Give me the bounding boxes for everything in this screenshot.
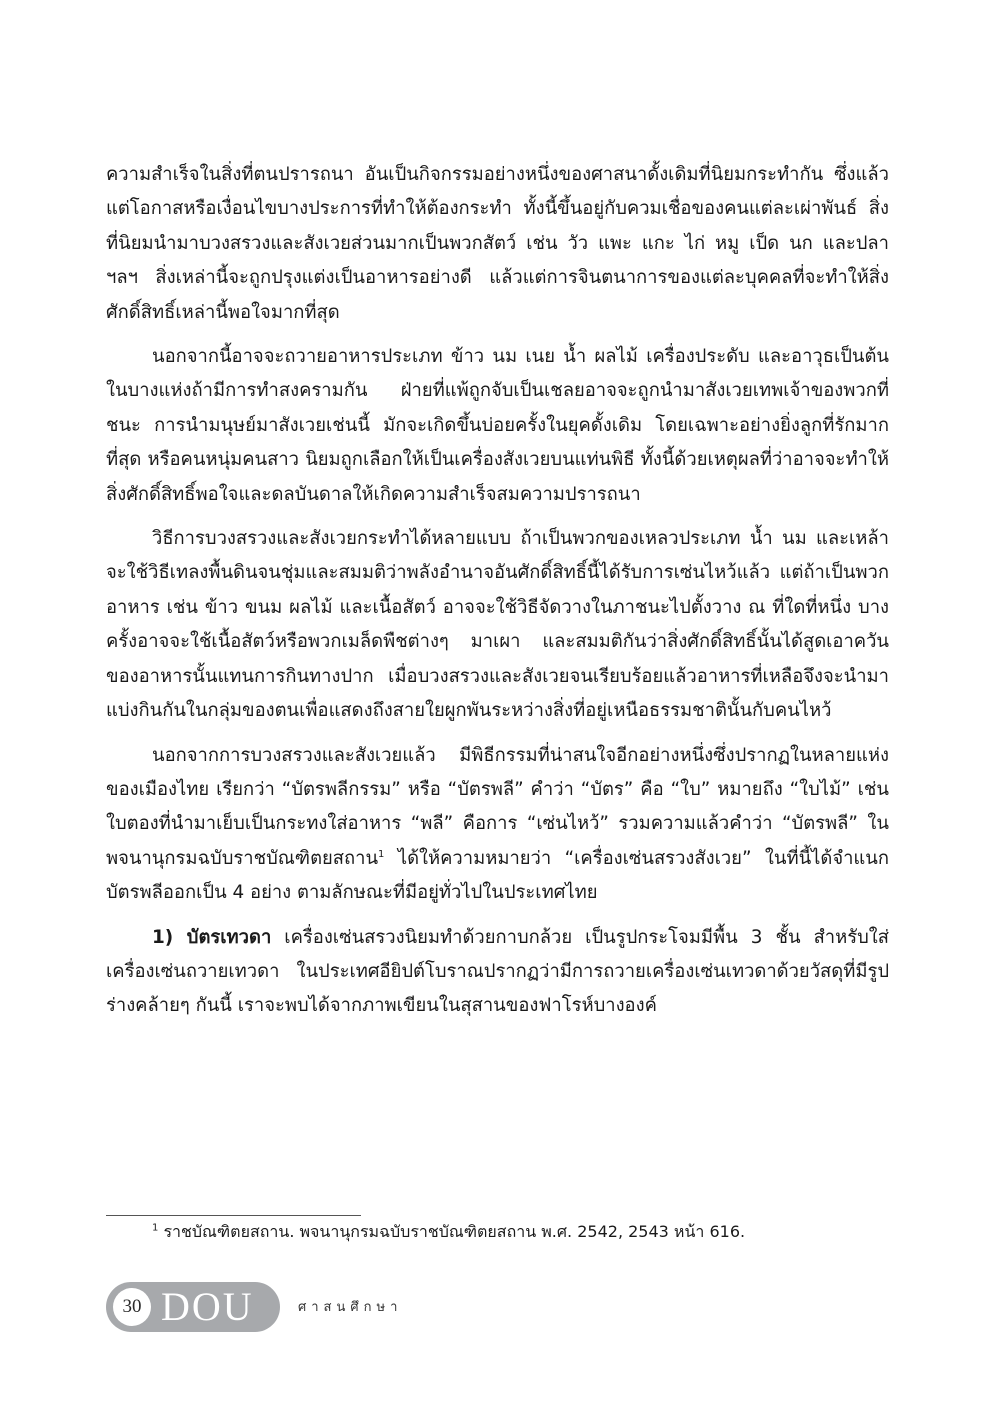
footnote [152, 1219, 892, 1245]
paragraph-4-text-a: นอกจากการบวงสรวงและสังเวยแล้ว มีพิธีกรรมที่น่าสนใจอีกอย่างหนึ่งซึ่งปรากฏในหลายแห่งของเมืองไทย เรียกว่า “บัตรพลีกรรม” หรือ “บัตรพลี” คำว่า “บัตร” คือ “ใบ” หมายถึง “ใบไม้” เช่น ใบตองที่นำมาเย็บเป็นกระทงใส่อาหาร “พลี” คือการ “เซ่นไหว้” รวมความแล้วคำว่า “บัตรพลี” ในพจนานุกรมฉบับราชบัณฑิตยสถาน [106, 744, 889, 869]
paragraph-5 [106, 921, 889, 1024]
paragraph-5-text: เครื่องเซ่นสรวงนิยมทำด้วยกาบกล้วย เป็นรูปกระโจมมีพื้น 3 ชั้น สำหรับใส่เครื่องเซ่นถวายเทวดา ในประเทศอียิปต์โบราณปรากฏว่ามีการถวายเครื่องเซ่นเทวดาด้วยวัสดุที่มีรูปร่างคล้ายๆ กันนี้ เราจะพบได้จากภาพเขียนในสุสานของฟาโรห์บางองค์ [106, 926, 889, 1017]
paragraph-4-text-b: ได้ให้ความหมายว่า “เครื่องเซ่นสรวงสังเวย” ในที่นี้ได้จำแนกบัตรพลีออกเป็น 4 อย่าง ตามลักษณะที่มีอยู่ทั่วไปในประเทศไทย [106, 847, 889, 904]
main-text [106, 158, 889, 1034]
section-heading: 1) บัตรเทวดา [152, 926, 272, 948]
footnote-text: ราชบัณฑิตยสถาน. พจนานุกรมฉบับราชบัณฑิตยสถาน พ.ศ. 2542, 2543 หน้า 616. [158, 1222, 746, 1241]
course-title: ศาสนศึกษา [298, 1300, 403, 1315]
paragraph-3: วิธีการบวงสรวงและสังเวยกระทำได้หลายแบบ ถ้าเป็นพวกของเหลวประเภท น้ำ นม และเหล้า จะใช้วิธีเทลงพื้นดินจนชุ่มและสมมติว่าพลังอำนาจอันศักดิ์สิทธิ์นี้ได้รับการเซ่นไหว้แล้ว แต่ถ้าเป็นพวกอาหาร เช่น ข้าว ขนม ผลไม้ และเนื้อสัตว์ อาจจะใช้วิธีจัดวางในภาชนะไปตั้งวาง ณ ที่ใดที่หนึ่ง บางครั้งอาจจะใช้เนื้อสัตว์หรือพวกเมล็ดพืชต่างๆ มาเผา และสมมติกันว่าสิ่งศักดิ์สิทธิ์นั้นได้สูดเอาควันของอาหารนั้นแทนการกินทางปาก เมื่อบวงสรวงและสังเวยจนเรียบร้อยแล้วอาหารที่เหลือจึงจะนำมาแบ่งกินกันในกลุ่มของตนเพื่อแสดงถึงสายใยผูกพันระหว่างสิ่งที่อยู่เหนือธรรมชาตินั้นกับคนไหว้ [106, 528, 889, 722]
footnote-reference[interactable]: 1 [378, 848, 385, 860]
footnote-divider [106, 1215, 361, 1216]
brand-logo: DOU [161, 1284, 254, 1329]
paragraph-4 [106, 739, 889, 911]
paragraph-2: นอกจากนี้อาจจะถวายอาหารประเภท ข้าว นม เนย น้ำ ผลไม้ เครื่องประดับ และอาวุธเป็นต้น ในบางแห่งถ้ามีการทำสงครามกัน ฝ่ายที่แพ้ถูกจับเป็นเชลยอาจจะถูกนำมาสังเวยเทพเจ้าของพวกที่ชนะ การนำมนุษย์มาสังเวยเช่นนี้ มักจะเกิดขึ้นบ่อยครั้งในยุคดั้งเดิม โดยเฉพาะอย่างยิ่งลูกที่รักมากที่สุด หรือคนหนุ่มคนสาว นิยมถูกเลือกให้เป็นเครื่องสังเวยบนแท่นพิธี ทั้งนี้ด้วยเหตุผลที่ว่าอาจจะทำให้สิ่งศักดิ์สิทธิ์พอใจและดลบันดาลให้เกิดความสำเร็จสมความปรารถนา [106, 346, 889, 505]
page-number: 30 [113, 1288, 151, 1326]
footer-badge [106, 1282, 280, 1332]
paragraph-1: ความสำเร็จในสิ่งที่ตนปรารถนา อันเป็นกิจกรรมอย่างหนึ่งของศาสนาดั้งเดิมที่นิยมกระทำกัน ซึ่งแล้วแต่โอกาสหรือเงื่อนไขบางประการที่ทำให้ต้องกระทำ ทั้งนี้ขึ้นอยู่กับควมเชื่อของคนแต่ละเผ่าพันธ์ สิ่งที่นิยมนำมาบวงสรวงและสังเวยส่วนมากเป็นพวกสัตว์ เช่น วัว แพะ แกะ ไก่ หมู เป็ด นก และปลา ฯลฯ สิ่งเหล่านี้จะถูกปรุงแต่งเป็นอาหารอย่างดี แล้วแต่การจินตนาการของแต่ละบุคคลที่จะทำให้สิ่งศักดิ์สิทธิ์เหล่านี้พอใจมากที่สุด [106, 164, 889, 323]
footnote-mark: 1 [152, 1222, 159, 1234]
